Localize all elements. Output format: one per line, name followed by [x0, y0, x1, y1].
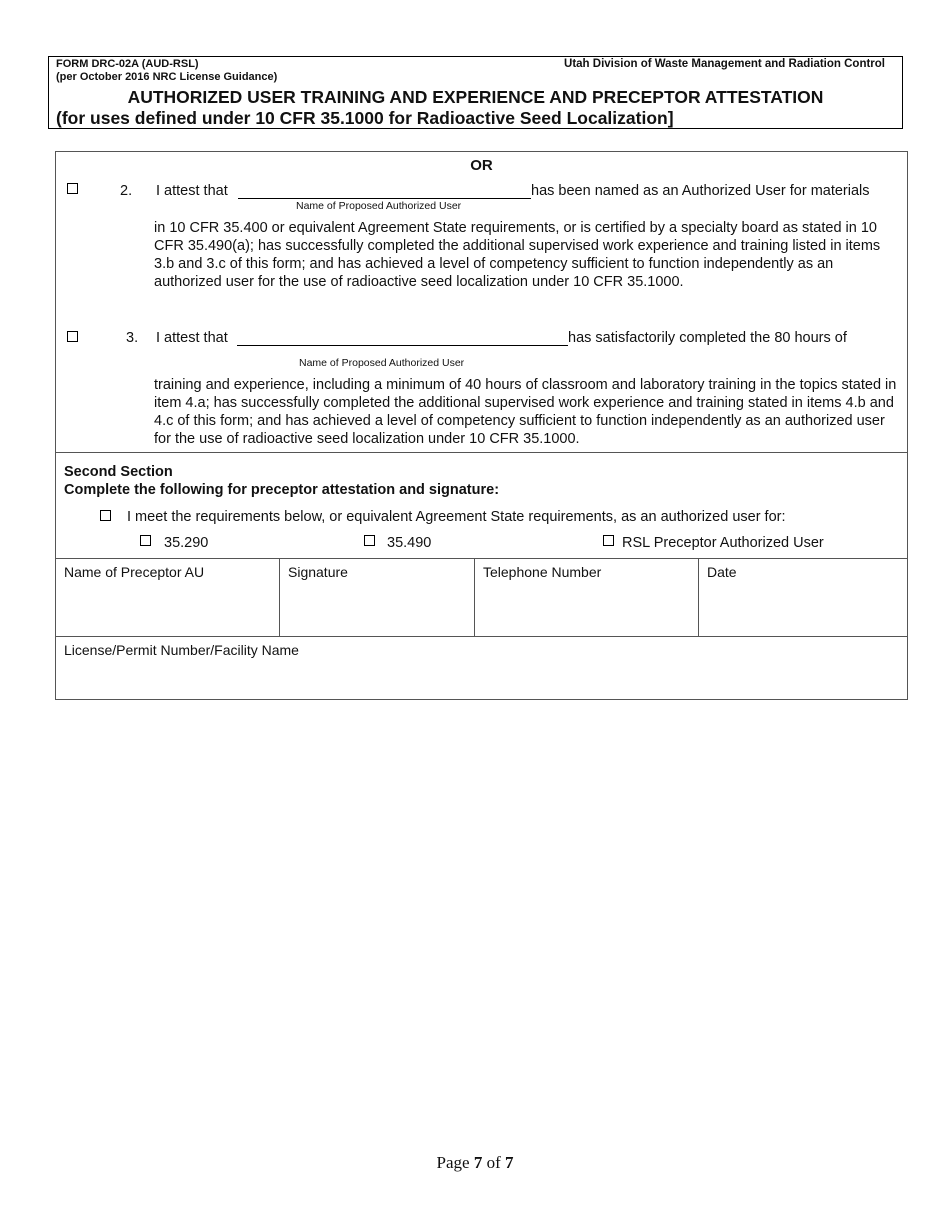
table-row-divider: [56, 636, 907, 637]
license-field[interactable]: [57, 660, 905, 698]
item2-checkbox[interactable]: [67, 183, 78, 194]
table-col-divider: [279, 558, 280, 636]
item2-name-field[interactable]: [238, 198, 531, 199]
option-rsl-checkbox[interactable]: [603, 535, 614, 546]
option-35-290-checkbox[interactable]: [140, 535, 151, 546]
or-label: OR: [470, 157, 493, 174]
form-id: FORM DRC-02A (AUD-RSL): [56, 58, 199, 70]
guidance-note: (per October 2016 NRC License Guidance): [56, 71, 278, 83]
item3-name-field[interactable]: [237, 345, 568, 346]
page-number: [0, 1153, 950, 1173]
attestation-box: [55, 151, 908, 700]
requirement-text: I meet the requirements below, or equivalent Agreement State requirements, as an authorized user for:: [127, 509, 786, 525]
second-section-heading: Second Section: [64, 464, 173, 480]
form-subtitle: (for uses defined under 10 CFR 35.1000 for Radioactive Seed Localization]: [56, 108, 674, 128]
signature-label: Signature: [288, 564, 348, 580]
page-current: 7: [473, 1153, 483, 1172]
option-35-490-checkbox[interactable]: [364, 535, 375, 546]
table-top-border: [56, 558, 907, 559]
form-title: AUTHORIZED USER TRAINING AND EXPERIENCE AND PRECEPTOR ATTESTATION: [127, 87, 824, 107]
page-word: Page: [436, 1153, 470, 1172]
option-35-490-label: 35.490: [387, 535, 432, 551]
agency-name: Utah Division of Waste Management and Radiation Control: [564, 58, 885, 70]
option-35-290-label: 35.290: [164, 535, 209, 551]
item3-number: 3.: [126, 330, 139, 346]
page-total: 7: [504, 1153, 514, 1172]
of-word: of: [486, 1153, 501, 1172]
item2-body: in 10 CFR 35.400 or equivalent Agreement State requirements, or is certified by a specialty board as stated in 10 CFR 35.490(a); has successfully completed the additional supervised work experience and training listed in items 3.b and 3.c of this form; and has achieved a level of competency sufficient to function independently as an authorized user for the use of radioactive seed localization under 10 CFR 35.1000.: [154, 220, 881, 290]
signature-field[interactable]: [281, 582, 472, 634]
item3-checkbox[interactable]: [67, 331, 78, 342]
license-label: License/Permit Number/Facility Name: [64, 642, 299, 658]
table-col-divider: [698, 558, 699, 636]
preceptor-name-label: Name of Preceptor AU: [64, 564, 205, 580]
section-divider: [56, 452, 907, 453]
item3-tail-text: has satisfactorily completed the 80 hours of: [568, 330, 847, 346]
date-label: Date: [707, 564, 737, 580]
table-col-divider: [474, 558, 475, 636]
preceptor-name-field[interactable]: [57, 582, 277, 634]
second-section-instruction: Complete the following for preceptor attestation and signature:: [64, 482, 500, 498]
item3-field-caption: Name of Proposed Authorized User: [299, 357, 465, 369]
item2-tail-text: has been named as an Authorized User for materials: [531, 183, 870, 199]
telephone-field[interactable]: [476, 582, 696, 634]
date-field[interactable]: [700, 582, 905, 634]
item3-lead-text: I attest that: [156, 330, 228, 346]
item3-body: training and experience, including a minimum of 40 hours of classroom and laboratory training in the topics stated in item 4.a; has successfully completed the additional supervised work experience and training stated in items 4.b and 4.c of this form; and has achieved a level of competency sufficient to function independently as an authorized user for the use of radioactive seed localization under 10 CFR 35.1000.: [154, 377, 897, 447]
item2-number: 2.: [120, 183, 133, 199]
form-header: [48, 56, 903, 129]
item2-lead-text: I attest that: [156, 183, 228, 199]
item2-field-caption: Name of Proposed Authorized User: [296, 200, 462, 212]
requirement-checkbox[interactable]: [100, 510, 111, 521]
option-rsl-label: RSL Preceptor Authorized User: [622, 535, 824, 551]
telephone-label: Telephone Number: [483, 564, 602, 580]
